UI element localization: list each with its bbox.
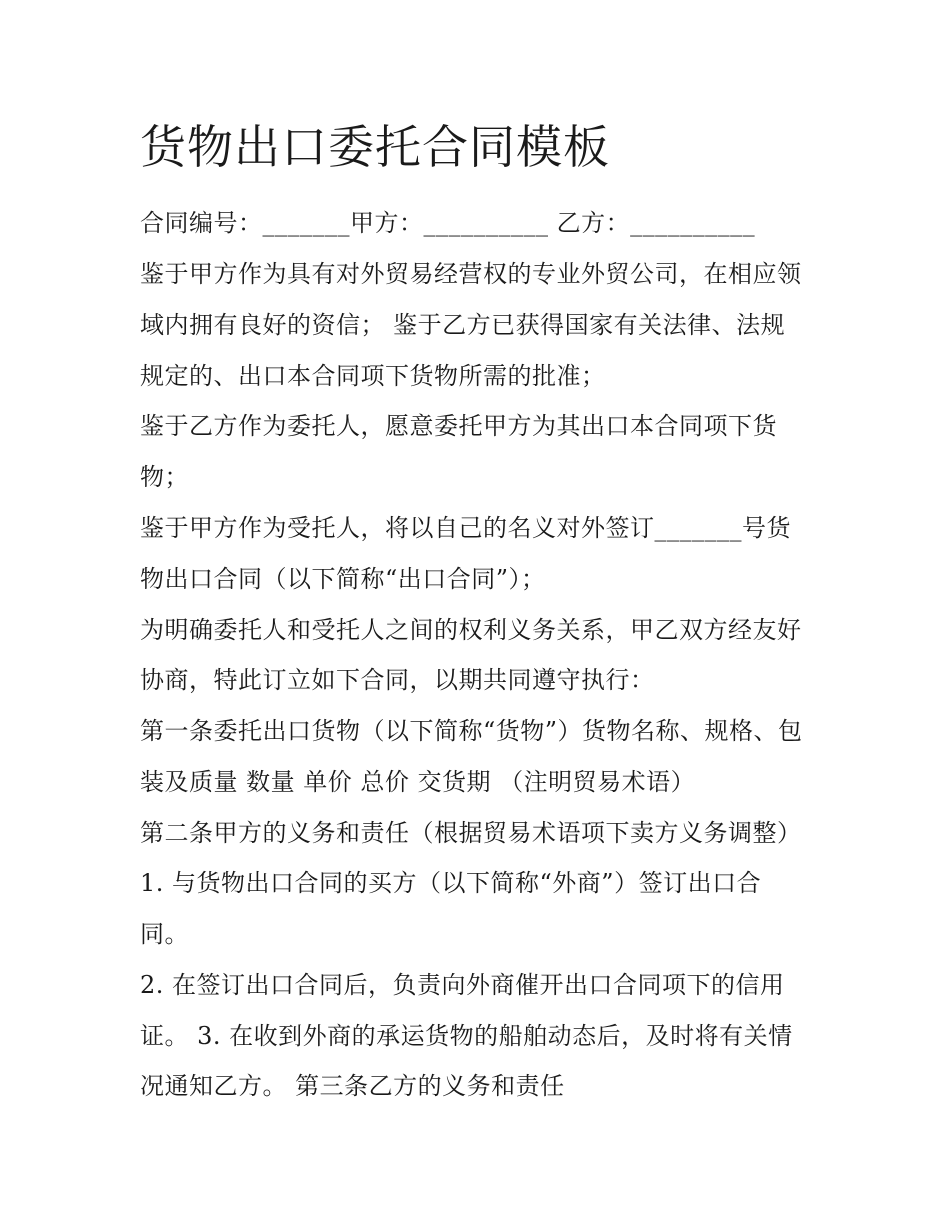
body-line: 证。 3. 在收到外商的承运货物的船舶动态后，及时将有关情 <box>140 1022 793 1050</box>
body-line: 同。 <box>140 920 189 948</box>
body-line: 域内拥有良好的资信； 鉴于乙方已获得国家有关法律、法规 <box>140 311 786 339</box>
body-line: 物出口合同（以下简称“出口合同”）； <box>140 565 546 593</box>
body-line: 为明确委托人和受托人之间的权利义务关系，甲乙双方经友好 <box>140 616 802 644</box>
body-line: 鉴于乙方作为委托人，愿意委托甲方为其出口本合同项下货 <box>140 412 777 440</box>
body-line: 鉴于甲方作为受托人，将以自己的名义对外签订_______号货 <box>140 514 791 542</box>
body-line: 况通知乙方。 第三条乙方的义务和责任 <box>140 1072 565 1100</box>
body-line: 装及质量 数量 单价 总价 交货期 （注明贸易术语） <box>140 768 696 796</box>
list-item-line: 1. 与货物出口合同的买方（以下简称“外商”）签订出口合 <box>140 869 762 897</box>
body-line: 鉴于甲方作为具有对外贸易经营权的专业外贸公司，在相应领 <box>140 260 802 288</box>
body-line: 协商，特此订立如下合同，以期共同遵守执行： <box>140 666 655 694</box>
article-one-line: 第一条委托出口货物（以下简称“货物”）货物名称、规格、包 <box>140 717 803 745</box>
document-title: 货物出口委托合同模板 <box>140 120 610 174</box>
list-item-line: 2. 在签订出口合同后，负责向外商催开出口合同项下的信用 <box>140 971 785 999</box>
body-line: 规定的、出口本合同项下货物所需的批准； <box>140 362 606 390</box>
body-line: 物； <box>140 463 189 491</box>
article-two-line: 第二条甲方的义务和责任（根据贸易术语项下卖方义务调整） <box>140 819 802 847</box>
contract-header-line: 合同编号：_______甲方：__________ 乙方：__________ <box>140 209 756 237</box>
